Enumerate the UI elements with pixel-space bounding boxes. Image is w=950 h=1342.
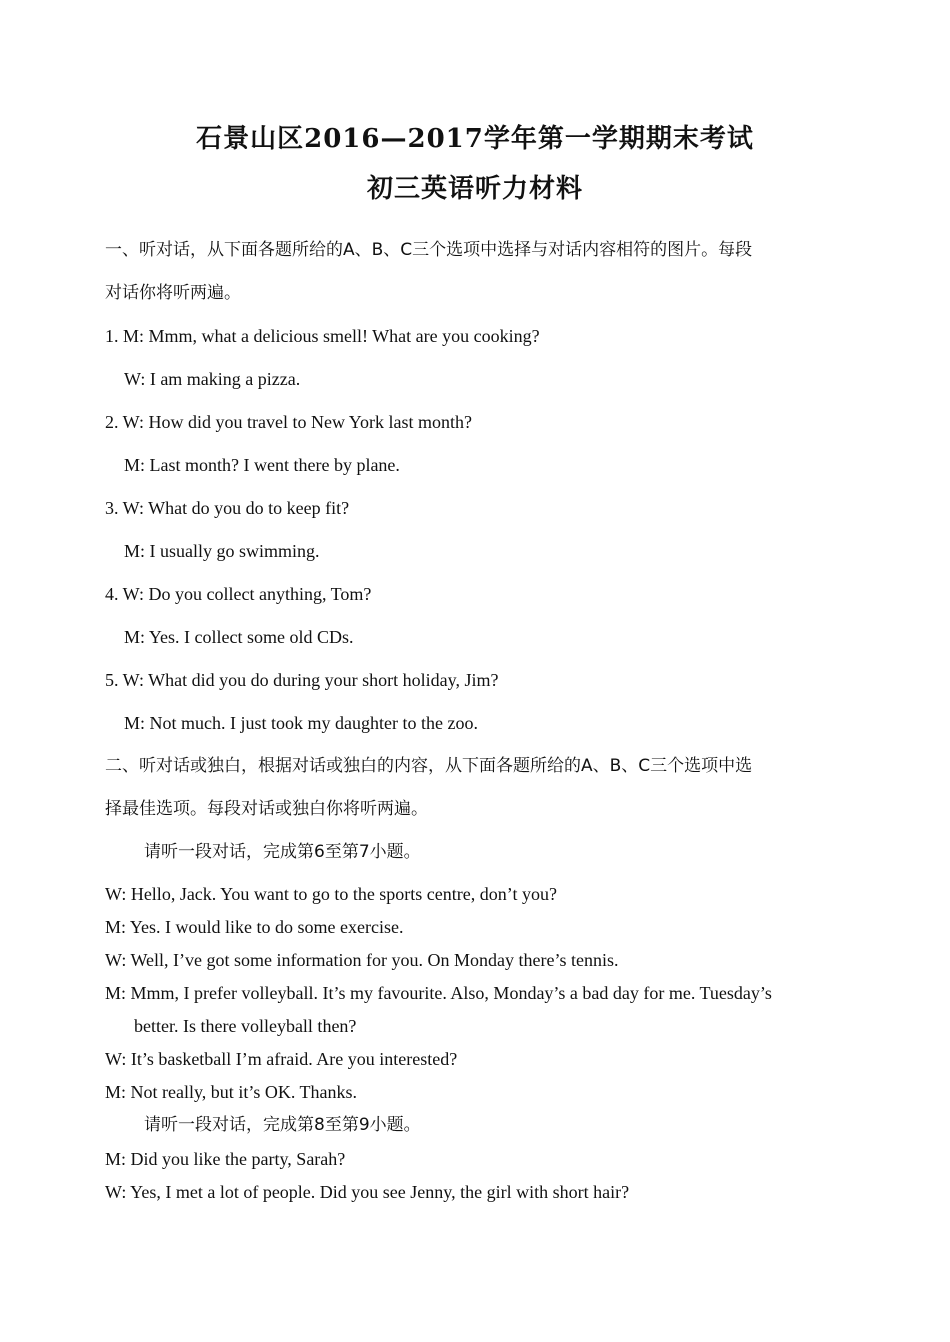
dialogue-intro: 请听一段对话，完成第6至第7小题。	[144, 842, 421, 862]
dialogue-intro: 请听一段对话，完成第8至第9小题。	[144, 1115, 421, 1135]
dialogue-line: M: Mmm, I prefer volleyball. It’s my favourite. Also, Monday’s a bad day for me. Tuesday’s	[105, 983, 772, 1003]
dialogue-line: M: Not really, but it’s OK. Thanks.	[105, 1082, 357, 1102]
document-subtitle: 初三英语听力材料	[366, 174, 583, 204]
dialogue-line: 3. W: What do you do to keep fit?	[105, 498, 350, 518]
document-title: 石景山区2016—2017学年第一学期期末考试	[196, 124, 754, 154]
dialogue-line: 2. W: How did you travel to New York last month?	[105, 412, 472, 432]
dialogue-line: M: Yes. I collect some old CDs.	[124, 627, 354, 647]
dialogue-line: better. Is there volleyball then?	[134, 1016, 357, 1036]
dialogue-line: 4. W: Do you collect anything, Tom?	[105, 584, 372, 604]
dialogue-line: M: Not much. I just took my daughter to the zoo.	[124, 713, 478, 733]
dialogue-line: W: It’s basketball I’m afraid. Are you interested?	[105, 1049, 458, 1069]
dialogue-line: M: I usually go swimming.	[124, 541, 320, 561]
section2-instruction-cont: 择最佳选项。每段对话或独白你将听两遍。	[105, 799, 428, 819]
dialogue-line: W: Hello, Jack. You want to go to the sports centre, don’t you?	[105, 884, 557, 904]
dialogue-line: M: Yes. I would like to do some exercise.	[105, 917, 404, 937]
section1-instruction: 一、听对话，从下面各题所给的A、B、C三个选项中选择与对话内容相符的图片。每段	[105, 240, 753, 260]
dialogue-line: 5. W: What did you do during your short holiday, Jim?	[105, 670, 499, 690]
dialogue-line: M: Last month? I went there by plane.	[124, 455, 400, 475]
dialogue-line: W: I am making a pizza.	[124, 369, 301, 389]
dialogue-line: 1. M: Mmm, what a delicious smell! What are you cooking?	[105, 326, 540, 346]
section1-instruction-cont: 对话你将听两遍。	[105, 283, 241, 303]
dialogue-line: W: Well, I’ve got some information for you. On Monday there’s tennis.	[105, 950, 619, 970]
dialogue-line: M: Did you like the party, Sarah?	[105, 1149, 346, 1169]
section2-instruction: 二、听对话或独白，根据对话或独白的内容，从下面各题所给的A、B、C三个选项中选	[105, 756, 753, 776]
dialogue-line: W: Yes, I met a lot of people. Did you see Jenny, the girl with short hair?	[105, 1182, 630, 1202]
